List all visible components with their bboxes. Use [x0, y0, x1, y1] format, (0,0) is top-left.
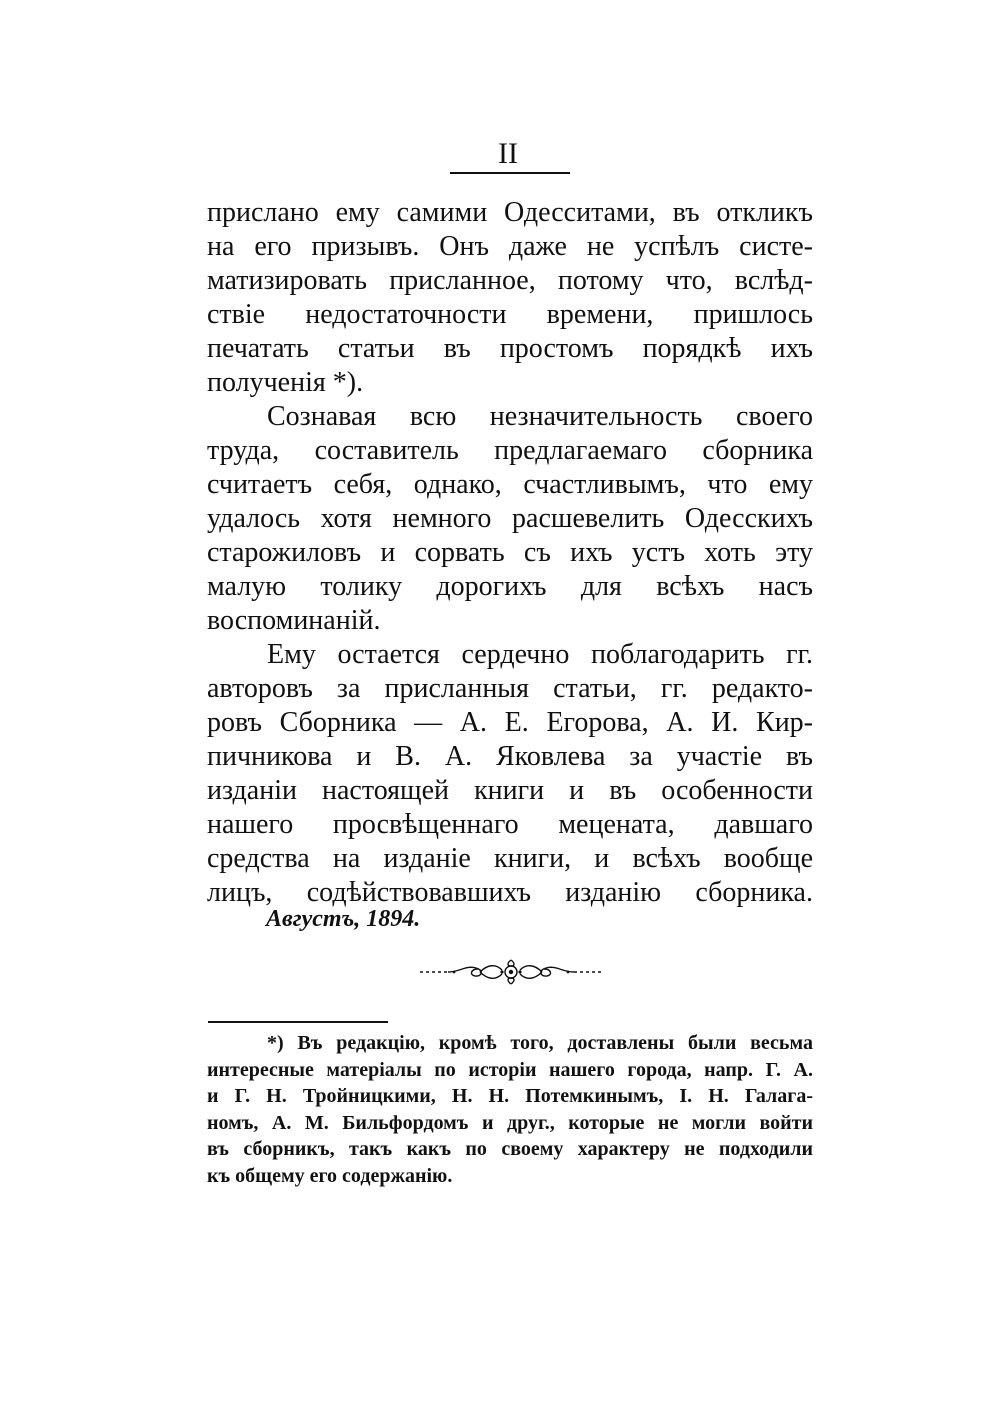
text-line: средства на изданіе книги, и всѣхъ вообще: [207, 843, 813, 874]
text-line: лицъ, содѣйствовавшихъ изданію сборника.: [207, 877, 813, 908]
text-line: труда, составитель предлагаемаго сборника: [207, 435, 813, 466]
text-line: малую толику дорогихъ для всѣхъ насъ: [207, 571, 813, 602]
text-line: удалось хотя немного расшевелить Одесскихъ: [207, 503, 813, 534]
text-line: Ему остается сердечно поблагодарить гг.: [267, 639, 813, 670]
page-number-rule: [450, 172, 570, 174]
text-line: полученія *).: [207, 367, 364, 398]
footnote-line: въ сборникъ, такъ какъ по своему характеру не подходили: [207, 1138, 813, 1160]
body-text: [207, 196, 813, 910]
footnote-line: къ общему его содержанію.: [207, 1164, 453, 1187]
text-line: нашего просвѣщеннаго мецената, давшаго: [207, 809, 813, 840]
text-line: ствіе недостаточности времени, пришлось: [207, 299, 813, 330]
footnote-line: интересные матеріалы по исторіи нашего города, напр. Г. А.: [207, 1058, 813, 1081]
text-line: изданіи настоящей книги и въ особенности: [207, 775, 813, 806]
footnote-line: номъ, А. М. Бильфордомъ и друг., которые не могли войти: [207, 1111, 813, 1134]
text-line: Сознавая всю незначительность своего: [267, 401, 813, 432]
flourish-ornament: [418, 956, 604, 988]
footnote-line: *) Въ редакцію, кромѣ того, доставлены были весьма: [267, 1032, 813, 1054]
footnote-rule: [208, 1021, 388, 1023]
page-number: II: [498, 137, 518, 170]
text-line: печатать статьи въ простомъ порядкѣ ихъ: [207, 333, 813, 364]
footnote: [207, 1030, 813, 1189]
text-line: матизировать присланное, потому что, вслѣд-: [207, 265, 813, 296]
text-line: на его призывъ. Онъ даже не успѣлъ систе-: [207, 231, 813, 262]
text-line: старожиловъ и сорвать съ ихъ устъ хоть эту: [207, 537, 813, 568]
text-line: пичникова и В. А. Яковлева за участіе въ: [207, 741, 813, 772]
text-line: ровъ Сборника — А. Е. Егорова, А. И. Кир-: [207, 707, 813, 738]
footnote-line: и Г. Н. Тройницкими, Н. Н. Потемкинымъ, І. Н. Галага-: [207, 1085, 813, 1107]
text-line: считаетъ себя, однако, счастливымъ, что ему: [207, 469, 813, 500]
date-signature: Августъ, 1894.: [266, 906, 421, 932]
text-line: воспоминаній.: [207, 605, 381, 636]
text-line: авторовъ за присланныя статьи, гг. редакто-: [207, 673, 813, 704]
text-line: прислано ему самими Одесситами, въ откликъ: [207, 197, 813, 228]
